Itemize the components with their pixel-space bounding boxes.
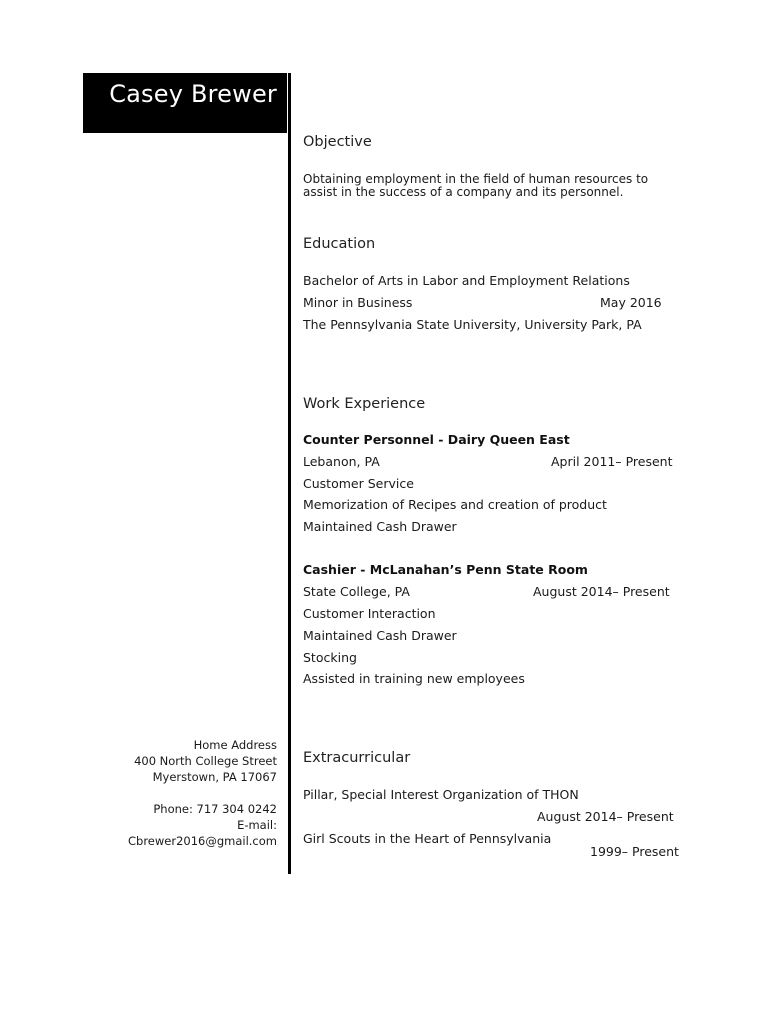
- degree: Bachelor of Arts in Labor and Employment Relations: [303, 273, 630, 288]
- city-state-zip: Myerstown, PA 17067: [152, 770, 277, 784]
- job-location: Lebanon, PA: [303, 454, 380, 469]
- home-address-label: Home Address: [193, 738, 277, 752]
- activity: Pillar, Special Interest Organization of THON: [303, 787, 579, 802]
- phone-number: Phone: 717 304 0242: [153, 802, 277, 816]
- job-dates: August 2014– Present: [533, 584, 670, 599]
- job-duty: Assisted in training new employees: [303, 671, 525, 686]
- objective-line-2: assist in the success of a company and its personnel.: [303, 185, 624, 199]
- objective-heading: Objective: [303, 134, 372, 150]
- job-duty: Customer Service: [303, 476, 414, 491]
- name-banner: [83, 73, 287, 133]
- vertical-divider: [288, 73, 291, 874]
- activity-dates: 1999– Present: [590, 844, 679, 859]
- job-dates: April 2011– Present: [551, 454, 673, 469]
- job-location: State College, PA: [303, 584, 410, 599]
- job-duty: Maintained Cash Drawer: [303, 628, 457, 643]
- work-heading: Work Experience: [303, 396, 426, 412]
- job-duty: Customer Interaction: [303, 606, 436, 621]
- graduation-date: May 2016: [600, 295, 662, 310]
- job-duty: Maintained Cash Drawer: [303, 519, 457, 534]
- email-label: E-mail:: [237, 818, 277, 832]
- activity: Girl Scouts in the Heart of Pennsylvania: [303, 831, 552, 846]
- job-duty: Stocking: [303, 650, 357, 665]
- candidate-name: Casey Brewer: [109, 80, 277, 108]
- job-title: Cashier - McLanahan’s Penn State Room: [303, 562, 588, 577]
- school: The Pennsylvania State University, University Park, PA: [303, 317, 642, 332]
- minor: Minor in Business: [303, 295, 413, 310]
- extracurricular-heading: Extracurricular: [303, 750, 411, 766]
- job-title: Counter Personnel - Dairy Queen East: [303, 432, 570, 447]
- education-heading: Education: [303, 236, 376, 252]
- street-address: 400 North College Street: [134, 754, 277, 768]
- objective-line-1: Obtaining employment in the field of human resources to: [303, 172, 649, 186]
- activity-dates: August 2014– Present: [537, 809, 674, 824]
- email-address: Cbrewer2016@gmail.com: [127, 834, 277, 848]
- job-duty: Memorization of Recipes and creation of product: [303, 497, 607, 512]
